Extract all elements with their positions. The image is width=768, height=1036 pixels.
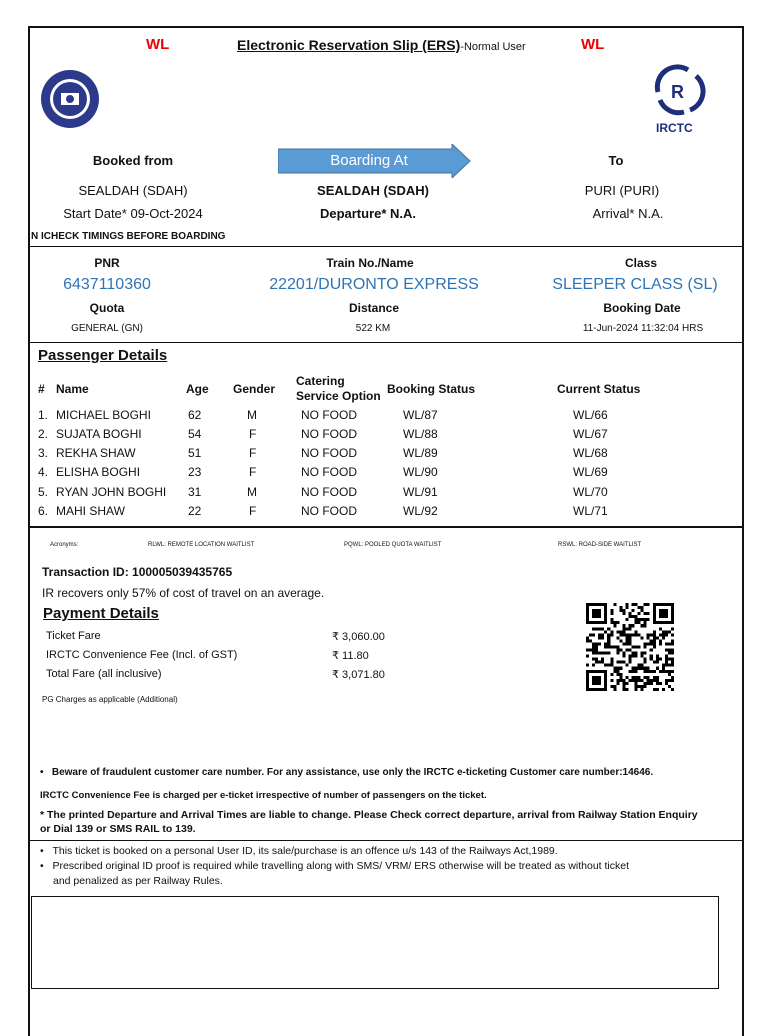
booked-from-label: Booked from [92,153,174,168]
fraud-notice: • Beware of fraudulent customer care number. For any assistance, use only the IRCTC e-ticketing Customer care number:14646. [40,767,654,778]
ers-title: Electronic Reservation Slip (ERS) [237,37,461,53]
passenger-age: 62 [188,408,202,422]
passenger-current-status: WL/67 [573,427,608,441]
checkin-note: N ICHECK TIMINGS BEFORE BOARDING [31,231,226,242]
pg-charges-note: PG Charges as applicable (Additional) [42,695,178,704]
conv-fee-notice: IRCTC Convenience Fee is charged per e-ticket irrespective of number of passengers on the ticket. [40,790,487,801]
passenger-booking-status: WL/89 [403,446,438,460]
times-notice-line2: or Dial 139 or SMS RAIL to 139. [40,823,196,835]
start-date: Start Date* 09-Oct-2024 [63,206,203,221]
rule-notice-2: • Prescribed original ID proof is required while travelling along with SMS/ VRM/ ERS otherwise will be treated as without ticket [40,860,630,872]
passenger-row: 2. [38,427,49,441]
passenger-current-status: WL/70 [573,485,608,499]
passenger-booking-status: WL/87 [403,408,438,422]
col-gender: Gender [233,382,276,396]
passenger-name: SUJATA BOGHI [56,427,142,441]
passenger-current-status: WL/69 [573,465,608,479]
quota-value: GENERAL (GN) [71,323,143,334]
passenger-row: 4. [38,465,49,479]
passenger-age: 22 [188,504,202,518]
divider [30,526,742,528]
departure-time: Departure* N.A. [319,206,417,221]
svg-text:R: R [671,82,684,102]
transaction-id: Transaction ID: 100005039435765 [42,565,233,579]
blank-remarks-box [31,896,719,989]
passenger-booking-status: WL/91 [403,485,438,499]
passenger-age: 23 [188,465,202,479]
passenger-age: 54 [188,427,202,441]
user-type: -Normal User [460,41,526,53]
irctc-label: IRCTC [656,121,693,135]
payment-item-amount: ₹ 3,060.00 [332,631,385,643]
acronyms-label: Acronyms: [50,542,79,548]
passenger-current-status: WL/68 [573,446,608,460]
divider [30,246,742,247]
passenger-gender: F [249,504,257,518]
passenger-name: MAHI SHAW [56,504,125,518]
col-num: # [38,382,45,396]
passenger-booking-status: WL/92 [403,504,438,518]
to-station: PURI (PURI) [584,183,660,198]
passenger-name: REKHA SHAW [56,446,136,460]
passenger-catering: NO FOOD [301,446,357,460]
passenger-gender: F [249,465,257,479]
distance-value: 522 KM [355,323,391,334]
passenger-catering: NO FOOD [301,408,357,422]
rule-notice-1: • This ticket is booked on a personal User ID, its sale/purchase is an offence u/s 143 of the Railways Act,1989. [40,845,558,857]
from-station: SEALDAH (SDAH) [78,183,188,198]
booking-date-value: 11-Jun-2024 11:32:04 HRS [582,323,704,334]
train-value: 22201/DURONTO EXPRESS [269,276,479,293]
payment-item-label: Total Fare (all inclusive) [46,668,162,680]
passenger-name: ELISHA BOGHI [56,465,141,479]
col-current-status: Current Status [557,382,641,396]
quota-label: Quota [89,301,125,315]
class-label: Class [624,256,658,270]
passenger-catering: NO FOOD [301,504,357,518]
passenger-catering: NO FOOD [301,465,357,479]
col-booking-status: Booking Status [387,382,476,396]
irctc-logo-icon [648,62,708,120]
passenger-age: 31 [188,485,202,499]
acronym-pqwl: PQWL: POOLED QUOTA WAITLIST [344,542,442,548]
train-label: Train No./Name [326,256,414,270]
passenger-catering: NO FOOD [301,427,357,441]
passenger-row: 6. [38,504,49,518]
passenger-name: MICHAEL BOGHI [56,408,151,422]
pnr-value: 6437110360 [63,276,151,293]
payment-item-amount: ₹ 3,071.80 [332,669,385,681]
passenger-name: RYAN JOHN BOGHI [56,485,167,499]
acronym-rlwl: RLWL: REMOTE LOCATION WAITLIST [148,542,255,548]
passenger-gender: M [247,485,257,499]
divider [30,342,742,343]
passenger-booking-status: WL/90 [403,465,438,479]
boarding-at-label: Boarding At [330,152,408,169]
passenger-row: 5. [38,485,49,499]
passenger-details-title: Passenger Details [38,347,168,364]
divider [30,840,742,841]
booking-date-label: Booking Date [603,301,681,315]
distance-label: Distance [348,301,400,315]
payment-details-title: Payment Details [43,605,159,622]
page-title [237,37,526,55]
boarding-station: SEALDAH (SDAH) [317,183,429,198]
pnr-label: PNR [94,256,120,270]
passenger-row: 1. [38,408,49,422]
to-label: To [608,153,624,168]
recovery-note: IR recovers only 57% of cost of travel on an average. [42,586,325,600]
passenger-gender: F [249,427,257,441]
passenger-gender: F [249,446,257,460]
times-notice-line1: * The printed Departure and Arrival Times are liable to change. Please Check correct departure, arrival from Railway Station Enquiry [40,809,698,821]
col-age: Age [186,382,209,396]
class-value: SLEEPER CLASS (SL) [552,276,718,293]
passenger-row: 3. [38,446,49,460]
wl-left-badge: WL [146,36,170,53]
payment-item-amount: ₹ 11.80 [332,650,369,662]
rule-notice-2-cont: and penalized as per Railway Rules. [53,875,223,887]
passenger-booking-status: WL/88 [403,427,438,441]
col-catering-line1: Catering [296,374,345,388]
arrival-time: Arrival* N.A. [592,206,664,221]
col-name: Name [56,382,89,396]
acronym-rswl: RSWL: ROAD-SIDE WAITLIST [558,542,642,548]
payment-item-label: Ticket Fare [46,630,101,642]
col-catering-line2: Service Option [296,389,381,403]
passenger-age: 51 [188,446,202,460]
passenger-current-status: WL/66 [573,408,608,422]
qr-code-icon [586,602,674,692]
wl-right-badge: WL [581,36,605,53]
indian-railways-emblem-icon [39,68,101,130]
payment-item-label: IRCTC Convenience Fee (Incl. of GST) [46,649,238,661]
passenger-gender: M [247,408,257,422]
passenger-current-status: WL/71 [573,504,608,518]
passenger-catering: NO FOOD [301,485,357,499]
